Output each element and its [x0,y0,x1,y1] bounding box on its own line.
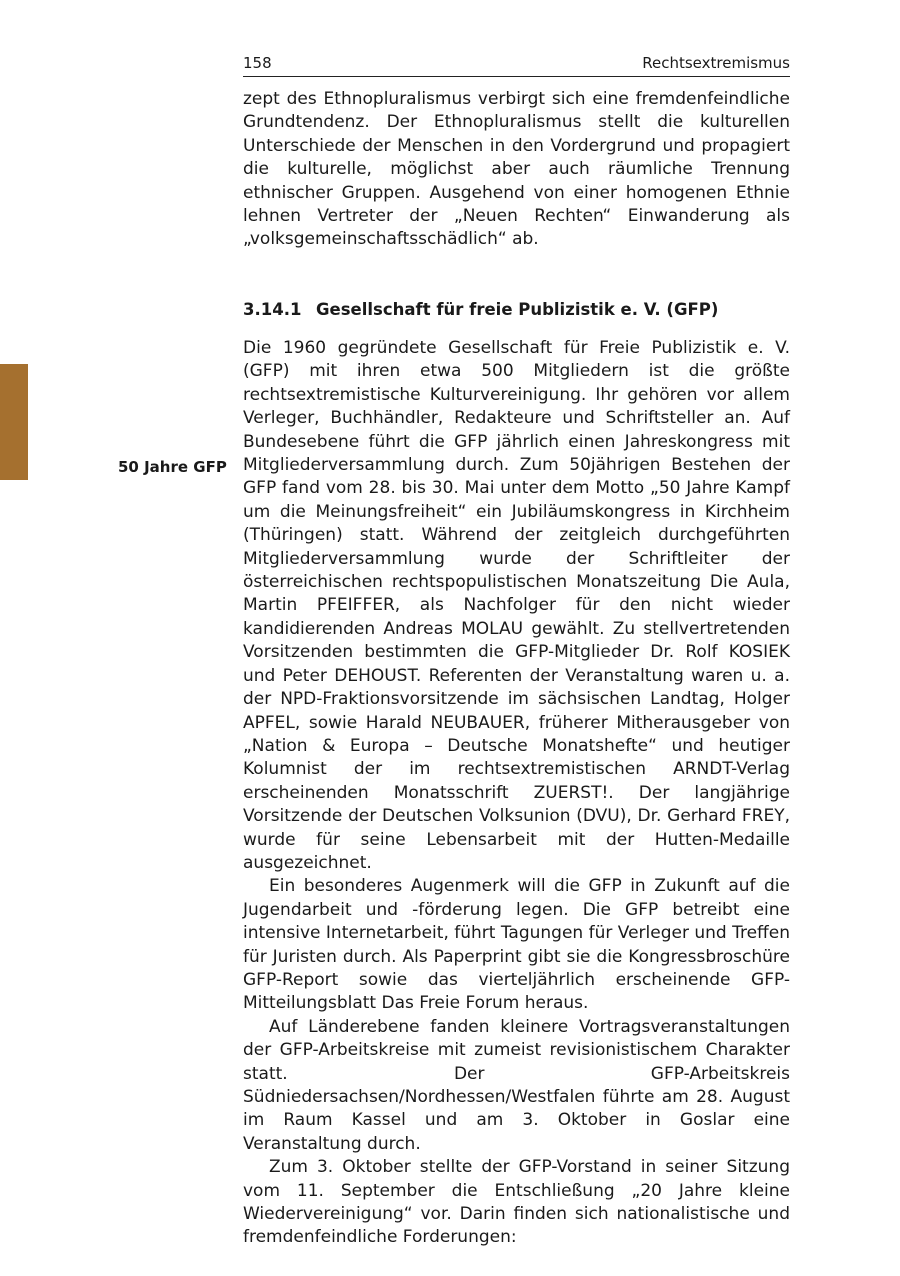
section-title: Gesellschaft für freie Publizistik e. V. (GFP) [316,300,719,319]
chapter-tab-marker [0,364,28,480]
running-title: Rechtsextremismus [642,54,790,72]
page-number: 158 [243,54,272,72]
margin-note: 50 Jahre GFP [118,458,227,476]
paragraph: Zum 3. Oktober stellte der GFP-Vorstand in seiner Sitzung vom 11. September die Entschließung „20 Jahre kleine Wiedervereinigung“ vor. Darin finden sich nationalistische und fremdenfeindliche Forderungen: [243,1157,790,1248]
section-body [243,337,790,1250]
paragraph: Auf Länderebene fanden kleinere Vortragsveranstaltungen der GFP-Arbeitskreise mit zumeist revisionistischem Charakter statt. Der GFP-Arbeitskreis Südniedersachsen/Nordhessen/Westfalen führte am 28. August im Raum Kassel und am 3. Oktober in Goslar eine Veranstaltung durch. [243,1016,790,1154]
paragraph: Ein besonderes Augenmerk will die GFP in Zukunft auf die Jugendarbeit und -förderung legen. Die GFP betreibt eine intensive Internetarbeit, führt Tagungen für Verleger und Treffen für Juristen durch. Als Paperprint gibt sie die Kongressbroschüre GFP-Report sowie das vierteljährlich erscheinende GFP-Mitteilungsblatt Das Freie Forum heraus. [243,876,790,1014]
page-header [243,54,790,77]
intro-text [243,88,790,252]
paragraph: Die 1960 gegründete Gesellschaft für Freie Publizistik e. V. (GFP) mit ihren etwa 500 Mitgliedern ist die größte rechtsextremistische Kulturvereinigung. Ihr gehören vor allem Verleger, Buchhändler, Redakteure und Schriftsteller an. Auf Bundesebene führt die GFP jährlich einen Jahreskongress mit Mitgliederversammlung durch. Zum 50jährigen Bestehen der GFP fand vom 28. bis 30. Mai unter dem Motto „50 Jahre Kampf um die Meinungsfreiheit“ ein Jubiläumskongress in Kirchheim (Thüringen) statt. Während der zeitgleich durchgeführten Mitgliederversammlung wurde der Schriftleiter der österreichischen rechtspopulistischen Monatszeitung Die Aula, Martin PFEIFFER, als Nachfolger für den nicht wieder kandidierenden Andreas MOLAU gewählt. Zu stellvertretenden Vorsitzenden bestimmten die GFP-Mitglieder Dr. Rolf KOSIEK und Peter DEHOUST. Referenten der Veranstaltung waren u. a. der NPD-Fraktionsvorsitzende im sächsischen Landtag, Holger APFEL, sowie Harald NEUBAUER, früherer Mitherausgeber von „Nation & Europa – Deutsche Monatshefte“ und heutiger Kolumnist der im rechtsextremistischen ARNDT-Verlag erscheinenden Monatsschrift ZUERST!. Der langjährige Vorsitzende der Deutschen Volksunion (DVU), Dr. Gerhard FREY, wurde für seine Lebensarbeit mit der Hutten-Medaille ausgezeichnet. [243,338,790,873]
section-heading [243,299,790,321]
section-number: 3.14.1 [243,300,302,319]
intro-paragraph: zept des Ethnopluralismus verbirgt sich eine fremdenfeindliche Grundtendenz. Der Ethnopluralismus stellt die kulturellen Unterschiede der Menschen in den Vordergrund und propagiert die kulturelle, möglichst aber auch räumliche Trennung ethnischer Gruppen. Ausgehend von einer homogenen Ethnie lehnen Vertreter der „Neuen Rechten“ Einwanderung als „volksgemeinschaftsschädlich“ ab. [243,89,790,250]
